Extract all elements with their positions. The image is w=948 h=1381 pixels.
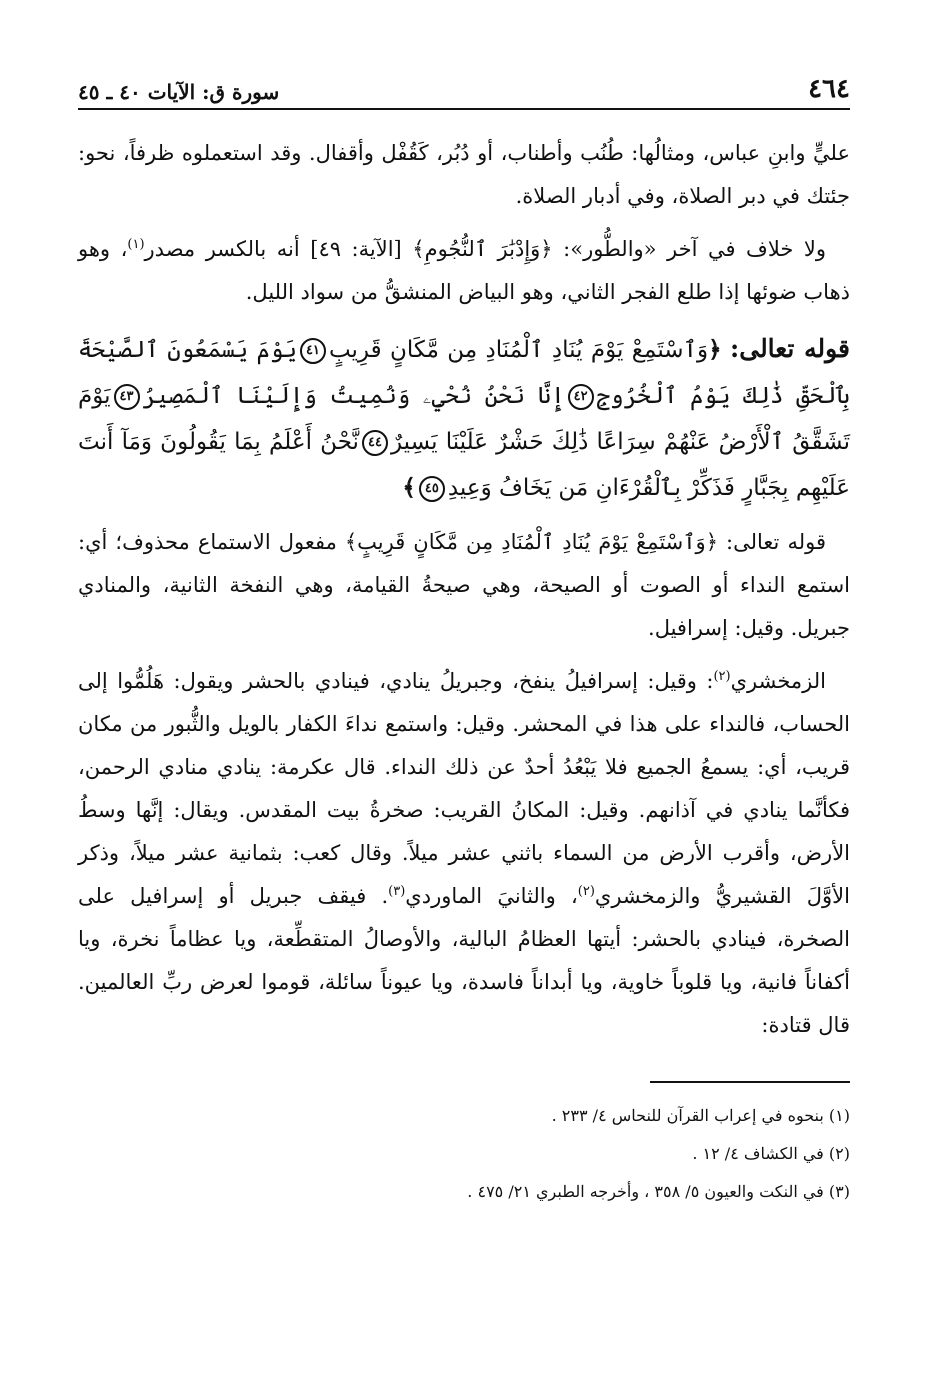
ayah-number-43: ٤٣ <box>114 384 140 410</box>
page-number: ٤٦٤ <box>808 74 850 104</box>
footnote-ref-2: (٢) <box>713 669 731 684</box>
paragraph-3 <box>78 521 850 650</box>
verse-open-bracket: ﴿ <box>708 336 722 363</box>
ayah-number-41: ٤١ <box>300 338 326 364</box>
paragraph-4 <box>78 660 850 1047</box>
ayah-44: يَوْمَ تَشَقَّقُ ٱلْأَرْضُ عَنْهُمْ سِرَاعًا ذَٰلِكَ حَشْرٌ عَلَيْنَا يَسِيرٌ <box>78 383 851 455</box>
ayah-42: يَوْمَ يَسْمَعُونَ ٱلصَّيْحَةَ بِٱلْحَقِّ ذَٰلِكَ يَوْمُ ٱلْخُرُوجِ <box>78 337 850 409</box>
footnote-2: (٢) في الكشاف ٤/ ١٢ . <box>692 1144 850 1163</box>
paragraph-4-text-d: . فيقف جبريل أو إسرافيل على الصخرة، فينادي بالحشر: أيتها العظامُ البالية، والأوصالُ المتقطِّعة، ويا عظاماً نخرة، ويا أكفاناً فانية، ويا قلوباً خاوية، ويا أبداناً فاسدة، ويا عيوناً سائلة، قوموا لعرض ربِّ العالمين. قال قتادة: <box>78 884 850 1037</box>
paragraph-1 <box>78 132 850 218</box>
quran-verse-block <box>78 326 850 511</box>
ayah-41: وَٱسْتَمِعْ يَوْمَ يُنَادِ ٱلْمُنَادِ مِن مَّكَانٍ قَرِيبٍ <box>328 337 709 363</box>
paragraph-1-text: عليٍّ وابنِ عباس، ومثالُها: طُنُب وأطناب، أو دُبُر، كَقُفْل وأقفال. وقد استعملوه ظرفاً، نحو: جئتك في دبر الصلاة، وفي أدبار الصلاة. <box>78 141 850 208</box>
ayah-number-45: ٤٥ <box>419 476 445 502</box>
footnote-3: (٣) في النكت والعيون ٥/ ٣٥٨ ، وأخرجه الطبري ٢١/ ٤٧٥ . <box>467 1182 850 1201</box>
verse-close-bracket: ﴾ <box>402 474 416 501</box>
footnote-1: (١) بنحوه في إعراب القرآن للنحاس ٤/ ٢٣٣ . <box>551 1106 850 1125</box>
ayah-45: نَّحْنُ أَعْلَمُ بِمَا يَقُولُونَ وَمَآ أَنتَ عَلَيْهِم بِجَبَّارٍ فَذَكِّرْ بِٱلْقُرْءَانِ مَن يَخَافُ وَعِيدِ <box>78 429 850 501</box>
footnote-ref-1: (١) <box>127 237 145 252</box>
main-text <box>78 132 850 1047</box>
paragraph-4-text-a: الزمخشري <box>730 669 826 693</box>
verse-lead: قوله تعالى: <box>730 334 850 363</box>
paragraph-2 <box>78 228 850 314</box>
paragraph-2-text-a: ولا خلاف في آخر «والطُّور»: ﴿وَإِدْبَٰرَ ٱلنُّجُومِ﴾ [الآية: ٤٩] أنه بالكسر مصدر <box>144 237 826 261</box>
paragraph-4-text-b: : وقيل: إسرافيلُ ينفخ، وجبريلُ ينادي، فينادي بالحشر ويقول: هَلُمُّوا إلى الحساب، فالنداء على هذا في المحشر. وقيل: واستمع نداءَ الكفار بالويل والثُّبور من مكان قريب، أي: يسمعُ الجميع فلا يَبْعُدُ أحدٌ عن ذلك النداء. قال عكرمة: ينادي منادي الرحمن، فكأنَّما ينادي في آذانهم. وقيل: المكانُ القريب: صخرةُ بيت المقدس. ويقال: إنَّها وسطُ الأرض، وأقرب الأرض من السماء باثني عشر ميلاً. وقال كعب: بثمانية عشر ميلاً، وذكر الأوَّلَ القشيريُّ والزمخشري <box>78 669 850 908</box>
ayah-43: إِنَّا نَحْنُ نُحْيِۦ وَنُمِيتُ وَإِلَيْنَا ٱلْمَصِيرُ <box>142 383 565 409</box>
paragraph-4-text-c: ، والثانيَ الماوردي <box>405 884 578 908</box>
footnotes <box>78 1097 850 1211</box>
paragraph-3-text: قوله تعالى: ﴿وَٱسْتَمِعْ يَوْمَ يُنَادِ ٱلْمُنَادِ مِن مَّكَانٍ قَرِيبٍ﴾ مفعول الاستماع محذوف؛ أي: استمع النداء أو الصوت أو الصيحة، وهي صيحةُ القيامة، وهي النفخة الثانية، والمنادي جبريل. وقيل: إسرافيل. <box>78 530 850 640</box>
running-title: سورة ق: الآيات ٤٠ ـ ٤٥ <box>78 80 280 104</box>
paragraph-2-text-b: ، وهو ذهاب ضوئها إذا طلع الفجر الثاني، وهو البياض المنشقُّ من سواد الليل. <box>78 237 850 304</box>
page <box>78 64 850 1211</box>
running-header <box>78 64 850 110</box>
footnote-divider <box>650 1081 850 1083</box>
footnote-ref-3: (٣) <box>388 884 406 899</box>
ayah-number-42: ٤٢ <box>568 384 594 410</box>
ayah-number-44: ٤٤ <box>362 430 388 456</box>
footnote-ref-2b: (٢) <box>577 884 595 899</box>
